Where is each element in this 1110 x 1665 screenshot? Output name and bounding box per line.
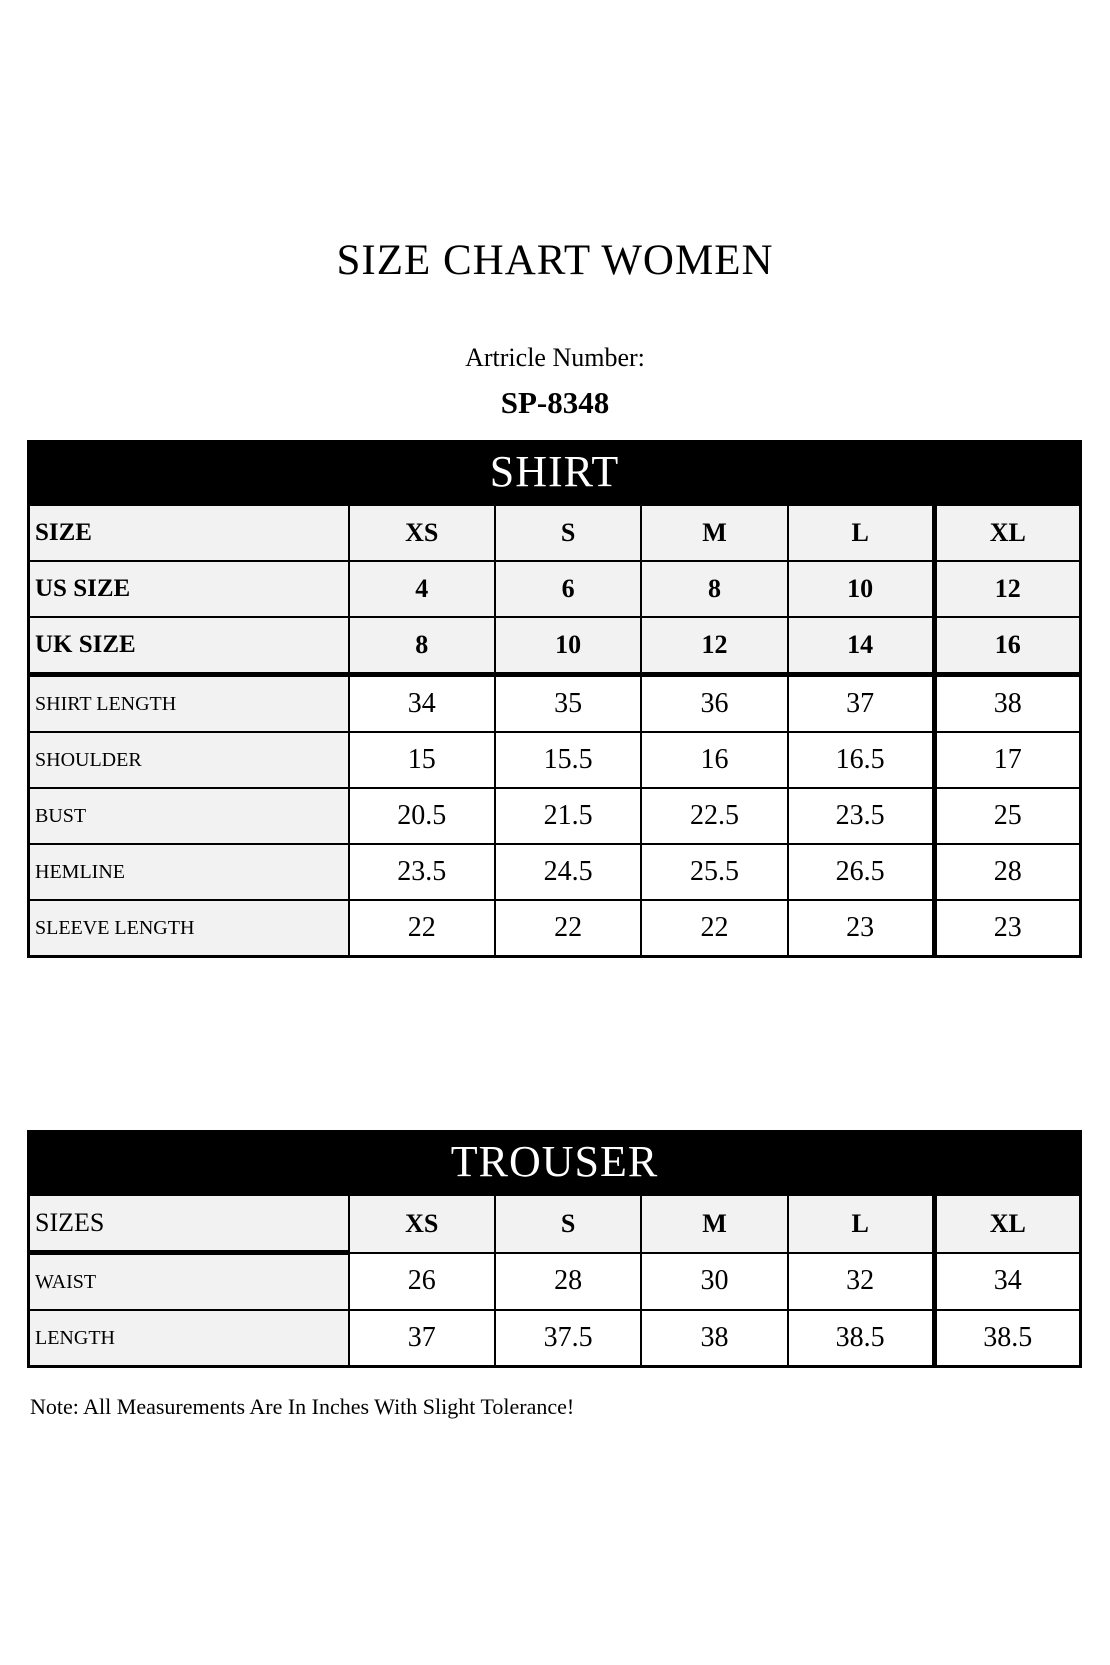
table-row bbox=[29, 561, 1081, 617]
cell: M bbox=[641, 1195, 787, 1253]
cell: 37 bbox=[788, 675, 934, 733]
row-label: BUST bbox=[29, 788, 349, 844]
cell: 10 bbox=[495, 617, 641, 675]
cell: 35 bbox=[495, 675, 641, 733]
table-row bbox=[29, 788, 1081, 844]
cell: 16 bbox=[934, 617, 1080, 675]
cell: 24.5 bbox=[495, 844, 641, 900]
row-label: SIZE bbox=[29, 505, 349, 562]
cell: 37.5 bbox=[495, 1310, 641, 1367]
shirt-table-caption: SHIRT bbox=[27, 440, 1082, 503]
cell: 36 bbox=[641, 675, 787, 733]
cell: 26 bbox=[349, 1253, 495, 1311]
cell: 12 bbox=[934, 561, 1080, 617]
cell: 28 bbox=[495, 1253, 641, 1311]
cell: 38 bbox=[641, 1310, 787, 1367]
table-row bbox=[29, 1195, 1081, 1253]
cell: 26.5 bbox=[788, 844, 934, 900]
shirt-size-table bbox=[27, 440, 1082, 958]
cell: S bbox=[495, 505, 641, 562]
cell: 22 bbox=[349, 900, 495, 957]
cell: M bbox=[641, 505, 787, 562]
trouser-size-table bbox=[27, 1130, 1082, 1368]
table-row bbox=[29, 732, 1081, 788]
cell: XL bbox=[934, 505, 1080, 562]
cell: 38 bbox=[934, 675, 1080, 733]
cell: 38.5 bbox=[934, 1310, 1080, 1367]
row-label: LENGTH bbox=[29, 1310, 349, 1367]
cell: 34 bbox=[934, 1253, 1080, 1311]
cell: XS bbox=[349, 1195, 495, 1253]
article-number-value: SP-8348 bbox=[500, 385, 610, 420]
row-label: HEMLINE bbox=[29, 844, 349, 900]
cell: 14 bbox=[788, 617, 934, 675]
cell: XS bbox=[349, 505, 495, 562]
cell: 28 bbox=[934, 844, 1080, 900]
cell: 22.5 bbox=[641, 788, 787, 844]
cell: 37 bbox=[349, 1310, 495, 1367]
trouser-table-grid bbox=[27, 1193, 1082, 1368]
cell: XL bbox=[934, 1195, 1080, 1253]
note-text: Note: All Measurements Are In Inches With Slight Tolerance! bbox=[30, 1394, 575, 1419]
cell: 25 bbox=[934, 788, 1080, 844]
cell: 17 bbox=[934, 732, 1080, 788]
cell: 30 bbox=[641, 1253, 787, 1311]
cell: 23.5 bbox=[788, 788, 934, 844]
cell: 21.5 bbox=[495, 788, 641, 844]
row-label: US SIZE bbox=[29, 561, 349, 617]
row-label: SLEEVE LENGTH bbox=[29, 900, 349, 957]
cell: 15 bbox=[349, 732, 495, 788]
row-label: WAIST bbox=[29, 1253, 349, 1311]
cell: 8 bbox=[641, 561, 787, 617]
shirt-table-grid bbox=[27, 503, 1082, 958]
row-label: SIZES bbox=[29, 1195, 349, 1253]
cell: 8 bbox=[349, 617, 495, 675]
cell: L bbox=[788, 1195, 934, 1253]
row-label: SHIRT LENGTH bbox=[29, 675, 349, 733]
trouser-table-caption: TROUSER bbox=[27, 1130, 1082, 1193]
cell: 23.5 bbox=[349, 844, 495, 900]
row-label: UK SIZE bbox=[29, 617, 349, 675]
table-row bbox=[29, 675, 1081, 733]
cell: 16 bbox=[641, 732, 787, 788]
cell: 10 bbox=[788, 561, 934, 617]
cell: 23 bbox=[788, 900, 934, 957]
cell: 23 bbox=[934, 900, 1080, 957]
row-label: SHOULDER bbox=[29, 732, 349, 788]
cell: L bbox=[788, 505, 934, 562]
table-row bbox=[29, 617, 1081, 675]
cell: 6 bbox=[495, 561, 641, 617]
table-row bbox=[29, 505, 1081, 562]
cell: 4 bbox=[349, 561, 495, 617]
cell: 25.5 bbox=[641, 844, 787, 900]
cell: 34 bbox=[349, 675, 495, 733]
cell: 38.5 bbox=[788, 1310, 934, 1367]
table-row bbox=[29, 900, 1081, 957]
cell: S bbox=[495, 1195, 641, 1253]
article-number-label: Artricle Number: bbox=[465, 343, 645, 372]
page-title: SIZE CHART WOMEN bbox=[336, 237, 774, 284]
table-row bbox=[29, 1253, 1081, 1311]
cell: 16.5 bbox=[788, 732, 934, 788]
cell: 32 bbox=[788, 1253, 934, 1311]
cell: 20.5 bbox=[349, 788, 495, 844]
table-row bbox=[29, 1310, 1081, 1367]
cell: 15.5 bbox=[495, 732, 641, 788]
cell: 22 bbox=[641, 900, 787, 957]
cell: 22 bbox=[495, 900, 641, 957]
table-row bbox=[29, 844, 1081, 900]
cell: 12 bbox=[641, 617, 787, 675]
